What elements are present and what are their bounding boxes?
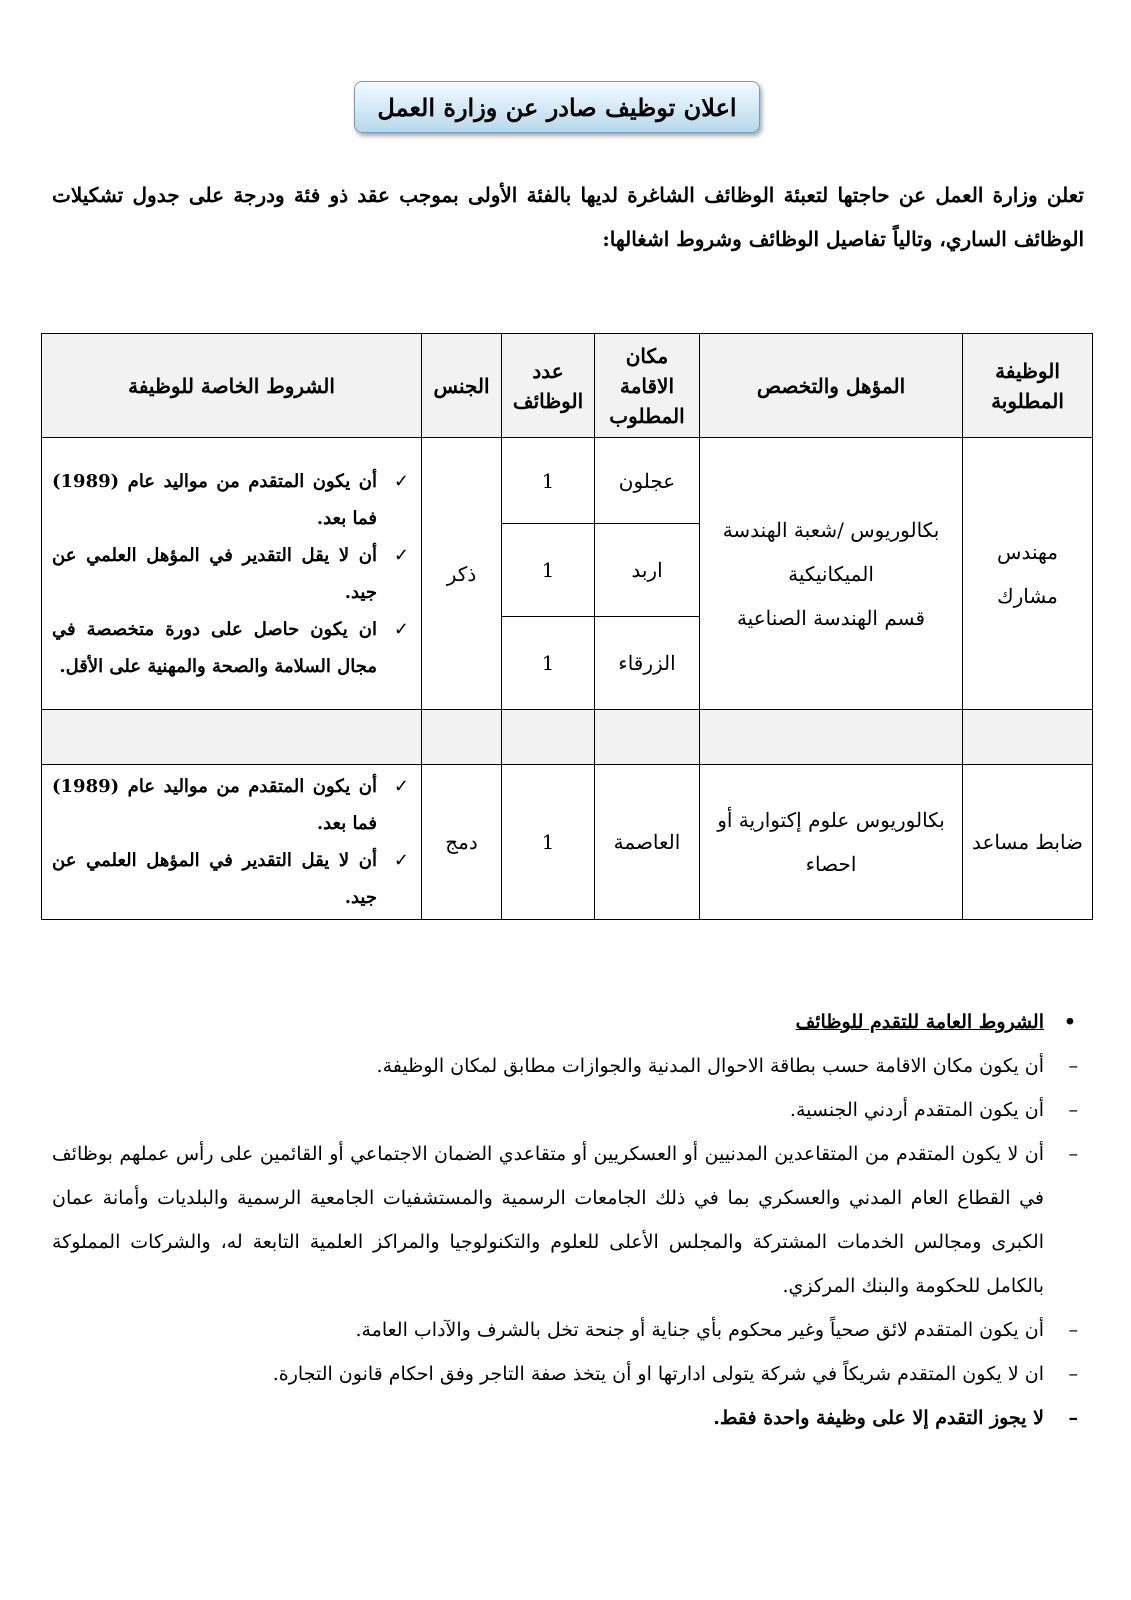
count-cell: 1 [502,617,595,710]
dash-icon: – [1068,1143,1078,1165]
check-icon: ✓ [393,850,409,871]
list-item: – أن يكون المتقدم أردني الجنسية. [52,1088,1082,1132]
header-conditions: الشروط الخاصة للوظيفة [42,334,422,438]
check-icon: ✓ [393,544,409,566]
list-item: ✓ أن لا يقل التقدير في المؤهل العلمي عن جيد. [52,842,409,916]
qualification-cell: بكالوريوس علوم إكتوارية أو احصاء [700,765,963,920]
location-cell: عجلون [595,438,700,524]
conditions-cell [42,765,422,920]
count-cell: 1 [502,765,595,920]
list-item: – أن يكون المتقدم لائق صحياً وغير محكوم بأي جناية أو جنحة تخل بالشرف والآداب العامة. [52,1308,1082,1352]
header-count: عدد الوظائف [502,334,595,438]
list-item: – أن لا يكون المتقدم من المتقاعدين المدنيين أو العسكريين أو متقاعدي الضمان الاجتماعي أو القائمين على رأس عملهم بوظائف في القطاع العام المدني والعسكري بما في ذلك الجامعات الرسمية والمستشفيات الجامعية الرسمية والبلديات وأمانة عمان الكبرى ومجالس الخدمات المشتركة والمجلس الأعلى للعلوم والتكنولوجيا والمراكز العلمية التابعة له، والشركات المملوكة بالكامل للحكومة والبنك المركزي. [52,1132,1082,1308]
header-job: الوظيفة المطلوبة [963,334,1093,438]
header-location: مكان الاقامة المطلوب [595,334,700,438]
list-item-final: – لا يجوز التقدم إلا على وظيفة واحدة فقط. [52,1396,1082,1440]
check-icon: ✓ [393,470,409,492]
list-item: – ان لا يكون المتقدم شريكاً في شركة يتولى ادارتها او أن يتخذ صفة التاجر وفق احكام قانون التجارة. [52,1352,1082,1396]
job-cell: ضابط مساعد [963,765,1093,920]
check-icon: ✓ [393,618,409,640]
jobs-table [41,333,1093,920]
list-item: ✓ أن يكون المتقدم من مواليد عام (1989) فما بعد. [52,768,409,842]
dash-icon: – [1068,1055,1078,1077]
table-row [42,438,1093,524]
intro-paragraph: تعلن وزارة العمل عن حاجتها لتعبئة الوظائف الشاغرة لديها بالفئة الأولى بموجب عقد ذو فئة ودرجة على جدول تشكيلات الوظائف الساري، وتالياً تفاصيل الوظائف وشروط اشغالها: [52,183,1084,251]
qualification-cell [700,438,963,710]
location-cell: العاصمة [595,765,700,920]
table-header-row [42,334,1093,438]
location-cell: الزرقاء [595,617,700,710]
qualification-line: قسم الهندسة الصناعية [736,605,926,630]
job-cell: مهندس مشارك [963,438,1093,710]
gender-cell: ذكر [422,438,502,710]
conditions-cell [42,438,422,710]
gender-cell: دمج [422,765,502,920]
table-row [42,765,1093,920]
dash-icon: – [1068,1319,1078,1341]
count-cell: 1 [502,438,595,524]
list-item: ✓ أن لا يقل التقدير في المؤهل العلمي عن جيد. [52,537,409,611]
qualification-line: بكالوريوس /شعبة الهندسة الميكانيكية [722,517,940,586]
announcement-title: اعلان توظيف صادر عن وزارة العمل [354,81,760,133]
header-gender: الجنس [422,334,502,438]
header-qualification: المؤهل والتخصص [700,334,963,438]
location-cell: اربد [595,524,700,617]
general-conditions-title: • الشروط العامة للتقدم للوظائف [52,1000,1082,1044]
bullet-icon: • [1063,1011,1076,1033]
check-icon: ✓ [393,776,409,797]
spacer-row [42,710,1093,765]
list-item: ✓ ان يكون حاصل على دورة متخصصة في مجال السلامة والصحة والمهنية على الأقل. [52,611,409,685]
dash-icon: – [1068,1099,1078,1121]
general-conditions [52,1000,1082,1440]
list-item: ✓ أن يكون المتقدم من مواليد عام (1989) فما بعد. [52,463,409,537]
list-item: – أن يكون مكان الاقامة حسب بطاقة الاحوال المدنية والجوازات مطابق لمكان الوظيفة. [52,1044,1082,1088]
count-cell: 1 [502,524,595,617]
dash-icon: – [1068,1407,1078,1429]
dash-icon: – [1068,1363,1078,1385]
